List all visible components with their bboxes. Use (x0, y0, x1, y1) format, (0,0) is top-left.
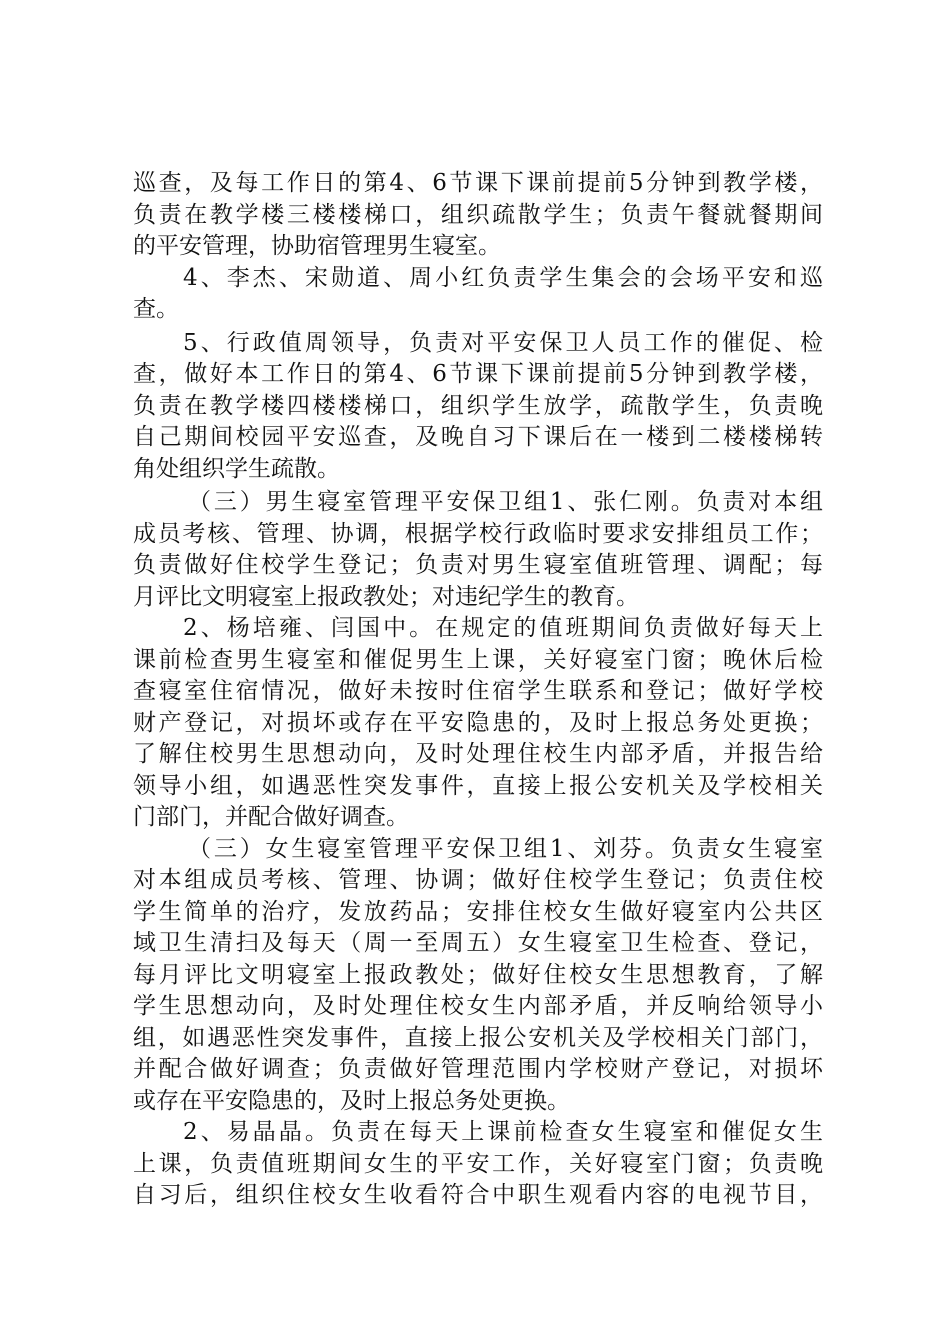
text-line: 月评比文明寝室上报政教处；对违纪学生的教育。 (133, 583, 639, 610)
section-heading-line: （三）女生寝室管理平安保卫组1、刘芬。负责女生寝室 (188, 835, 823, 862)
text-line: 负责在教学楼三楼楼梯口，组织疏散学生；负责午餐就餐期间 (133, 201, 823, 228)
text-line: 上课，负责值班期间女生的平安工作，关好寝室门窗；负责晚 (133, 1150, 823, 1177)
text-line: 查。 (133, 296, 179, 322)
text-line: 自己期间校园平安巡查，及晚自习下课后在一楼到二楼楼梯转 (133, 424, 823, 450)
text-line: 的平安管理，协助宿管理男生寝室。 (133, 233, 501, 259)
text-line: 对本组成员考核、管理、协调；做好住校学生登记；负责住校 (133, 867, 823, 893)
text-line: 查寝室住宿情况，做好未按时住宿学生联系和登记；做好学校 (133, 678, 823, 704)
text-line: 财产登记，对损坏或存在平安隐患的，及时上报总务处更换； (133, 709, 823, 736)
text-line: 自习后，组织住校女生收看符合中职生观看内容的电视节目， (133, 1182, 823, 1208)
text-line: 每月评比文明寝室上报政教处；做好住校女生思想教育，了解 (133, 961, 823, 988)
section-heading-line: （三）男生寝室管理平安保卫组1、张仁刚。负责对本组 (188, 489, 823, 515)
text-line: 域卫生清扫及每天（周一至周五）女生寝室卫生检查、登记， (133, 930, 823, 956)
text-line: 领导小组，如遇恶性突发事件，直接上报公安机关及学校相关 (133, 772, 823, 799)
paragraph-start: 2、杨培雍、闫国中。在规定的值班期间负责做好每天上 (183, 615, 823, 641)
text-line: 成员考核、管理、协调，根据学校行政临时要求安排组员工作； (133, 520, 823, 547)
text-line: 学生简单的治疗，发放药品；安排住校女生做好寝室内公共区 (133, 898, 823, 925)
text-line: 巡查，及每工作日的第4、6节课下课前提前5分钟到教学楼， (133, 170, 823, 196)
text-line: 学生思想动向，及时处理住校女生内部矛盾，并反响给领导小 (133, 993, 823, 1019)
text-line: 并配合做好调查；负责做好管理范围内学校财产登记，对损坏 (133, 1056, 823, 1082)
text-line: 负责在教学楼四楼楼梯口，组织学生放学，疏散学生，负责晚 (133, 392, 823, 419)
text-line: 角处组织学生疏散。 (133, 455, 340, 482)
text-line: 或存在平安隐患的，及时上报总务处更换。 (133, 1087, 570, 1114)
text-line: 组，如遇恶性突发事件，直接上报公安机关及学校相关门部门， (133, 1024, 823, 1051)
paragraph-start: 5、行政值周领导，负责对平安保卫人员工作的催促、检 (183, 329, 823, 356)
paragraph-start: 4、李杰、宋勋道、周小红负责学生集会的会场平安和巡 (183, 264, 823, 291)
paragraph-start: 2、易晶晶。负责在每天上课前检查女生寝室和催促女生 (183, 1119, 823, 1145)
text-line: 了解住校男生思想动向，及时处理住校生内部矛盾，并报告给 (133, 741, 823, 767)
text-line: 查，做好本工作日的第4、6节课下课前提前5分钟到教学楼， (133, 361, 823, 387)
text-line: 门部门，并配合做好调查。 (133, 804, 409, 830)
text-line: 课前检查男生寝室和催促男生上课，关好寝室门窗；晚休后检 (133, 646, 823, 673)
text-line: 负责做好住校学生登记；负责对男生寝室值班管理、调配；每 (133, 552, 823, 578)
document-body (133, 168, 823, 1212)
